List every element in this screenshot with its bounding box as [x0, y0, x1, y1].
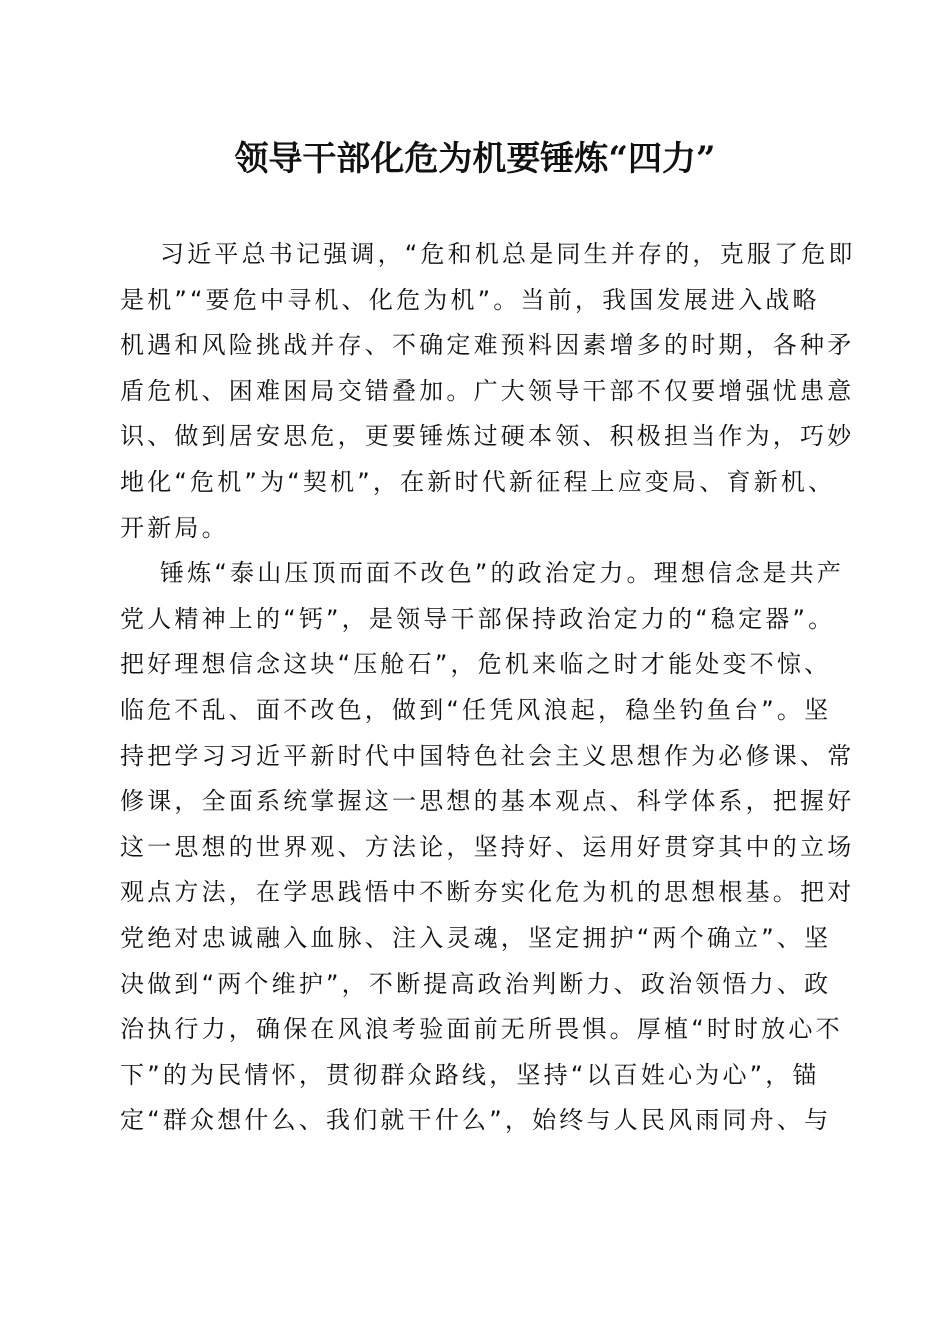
document-title: 领导干部化危为机要锤炼“四力” — [234, 139, 716, 179]
text-line: 地化“危机”为“契机”，在新时代新征程上应变局、育新机、 — [120, 467, 836, 496]
text-line: 下”的为民情怀，贯彻群众路线，坚持“以百姓心为心”，锚 — [120, 1060, 820, 1089]
text-line: 观点方法，在学思践悟中不断夯实化危为机的思想根基。把对 — [120, 878, 855, 907]
text-line: 锤炼“泰山压顶而面不改色”的政治定力。理想信念是共产 — [160, 559, 845, 588]
text-line: 是机”“要危中寻机、化危为机”。当前，我国发展进入战略 — [120, 285, 820, 314]
text-line: 识、做到居安思危，更要锤炼过硬本领、积极担当作为，巧妙 — [120, 422, 855, 451]
text-line: 修课，全面系统掌握这一思想的基本观点、科学体系，把握好 — [120, 787, 855, 816]
text-line: 把好理想信念这块“压舱石”，危机来临之时才能处变不惊、 — [120, 650, 832, 679]
text-line: 持把学习习近平新时代中国特色社会主义思想作为必修课、常 — [120, 741, 855, 770]
document-body — [120, 232, 856, 1144]
text-line: 这一思想的世界观、方法论，坚持好、运用好贯穿其中的立场 — [120, 832, 855, 861]
text-line: 习近平总书记强调，“危和机总是同生并存的，克服了危即 — [160, 240, 856, 268]
text-line: 机遇和风险挑战并存、不确定难预料因素增多的时期，各种矛 — [120, 331, 855, 360]
text-line: 决做到“两个维护”，不断提高政治判断力、政治领悟力、政 — [120, 969, 832, 998]
text-line: 开新局。 — [120, 513, 229, 542]
text-line: 盾危机、困难困局交错叠加。广大领导干部不仅要增强忧患意 — [120, 376, 855, 405]
text-line: 治执行力，确保在风浪考验面前无所畏惧。厚植“时时放心不 — [120, 1015, 843, 1044]
text-line: 党人精神上的“钙”，是领导干部保持政治定力的“稳定器”。 — [120, 604, 836, 633]
text-line: 临危不乱、面不改色，做到“任凭风浪起，稳坐钓鱼台”。坚 — [120, 695, 832, 724]
text-line: 党绝对忠诚融入血脉、注入灵魂，坚定拥护“两个确立”、坚 — [120, 923, 832, 952]
text-line: 定“群众想什么、我们就干什么”，始终与人民风雨同舟、与 — [120, 1106, 832, 1135]
